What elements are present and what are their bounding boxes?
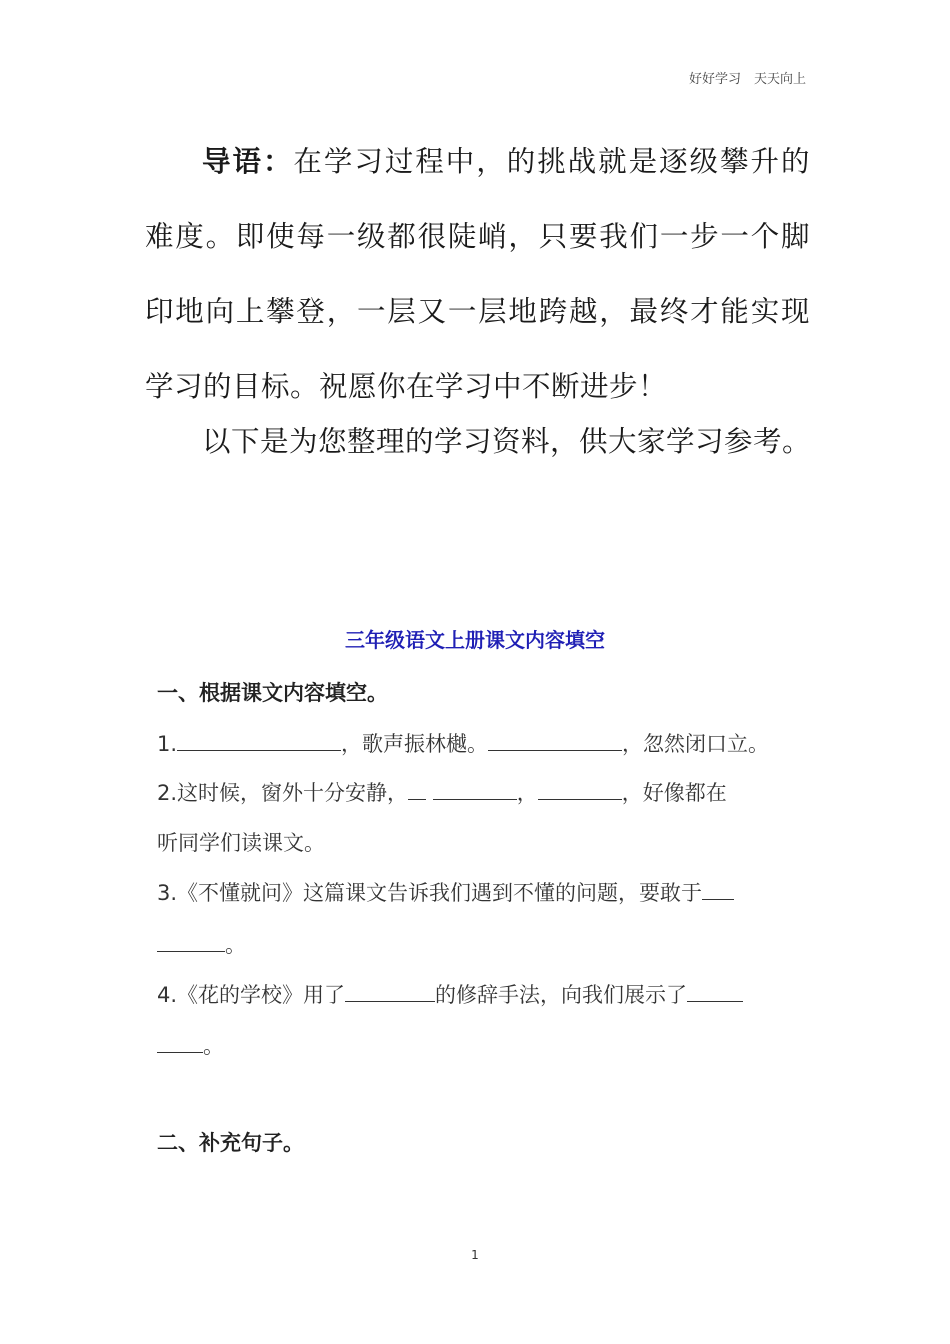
question-3-line-1 — [157, 877, 734, 907]
q4-text-2: 的修辞手法，向我们展示了 — [435, 983, 688, 1007]
q4-text-3: 。 — [203, 1034, 224, 1058]
q2-text-2: ，好像都在 — [621, 781, 727, 805]
q1-blank-1[interactable] — [177, 729, 341, 751]
intro-paragraph — [145, 124, 810, 424]
section-two-heading: 二、补充句子。 — [157, 1131, 304, 1155]
q4-blank-3[interactable] — [157, 1031, 203, 1053]
section-one-heading: 一、根据课文内容填空。 — [157, 681, 388, 705]
question-2-line-1 — [157, 777, 727, 807]
intro-closing: 以下是为您整理的学习资料，供大家学习参考。 — [202, 425, 812, 458]
q3-blank-1[interactable] — [702, 878, 734, 900]
q1-text-2: ，忽然闭口立。 — [622, 732, 770, 756]
q2-blank-2[interactable] — [433, 778, 517, 800]
q4-blank-1[interactable] — [345, 980, 435, 1002]
q4-blank-2[interactable] — [687, 980, 743, 1002]
question-4-line-2 — [157, 1030, 224, 1060]
q1-blank-2[interactable] — [488, 729, 622, 751]
q2-blank-1[interactable] — [408, 778, 426, 800]
q1-text-1: ，歌声振林樾。 — [341, 732, 489, 756]
q3-text-2: 。 — [225, 933, 246, 957]
q4-text-1: 4.《花的学校》用了 — [157, 983, 346, 1007]
question-3-line-2 — [157, 929, 246, 959]
question-1 — [157, 728, 769, 758]
q2-blank-3[interactable] — [538, 778, 622, 800]
intro-lead: 导语： — [202, 145, 294, 178]
q1-number: 1. — [157, 732, 178, 756]
question-2-line-2: 听同学们读课文。 — [157, 831, 325, 855]
page-number: 1 — [471, 1248, 479, 1262]
intro-text: 在学习过程中，的挑战就是逐级攀升的难度。即使每一级都很陡峭，只要我们一步一个脚印地向上攀登，一层又一层地跨越，最终才能实现学习的目标。祝愿你在学习中不断进步！ — [145, 145, 810, 403]
q3-blank-2[interactable] — [157, 930, 225, 952]
q2-text-1: 2.这时候，窗外十分安静， — [157, 781, 409, 805]
q2-sep: ， — [516, 781, 538, 805]
question-4-line-1 — [157, 979, 743, 1009]
page-header: 好好学习 天天向上 — [688, 72, 806, 87]
q3-text-1: 3.《不懂就问》这篇课文告诉我们遇到不懂的问题，要敢于 — [157, 881, 703, 905]
document-title: 三年级语文上册课文内容填空 — [345, 628, 605, 652]
